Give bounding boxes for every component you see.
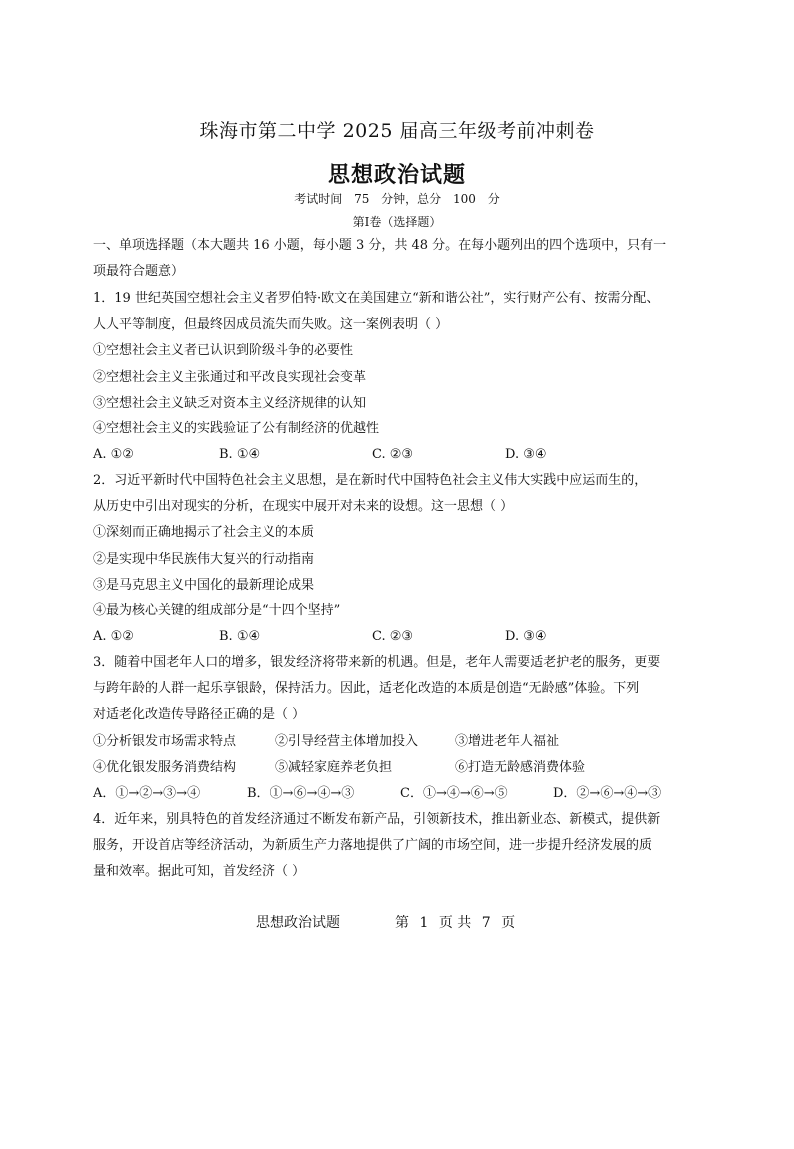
q3-item-4: ④优化银发服务消费结构 <box>93 760 237 775</box>
q3-option-d: D．②→⑥→④→③ <box>553 786 662 801</box>
q1-stem-line2: 人人平等制度，但最终因成员流失而失败。这一案例表明（ ） <box>93 317 449 332</box>
score-unit: 分 <box>487 192 500 206</box>
school-title: 珠海市第二中学 2025 届高三年级考前冲刺卷 <box>199 120 595 142</box>
q1-item-3: ③空想社会主义缺乏对资本主义经济规律的认知 <box>93 396 367 411</box>
q1-option-c: C. ②③ <box>372 447 414 462</box>
footer-total-pages: 7 <box>481 915 491 931</box>
exam-info <box>0 190 794 207</box>
q1-option-d: D. ③④ <box>505 447 547 462</box>
q4-stem-line1: 4．近年来，别具特色的首发经济通过不断发布新产品，引领新技术，推出新业态、新模式，提供新 <box>93 812 661 827</box>
q2-item-3: ③是马克思主义中国化的最新理论成果 <box>93 578 315 593</box>
exam-time-label: 考试时间 <box>294 192 343 206</box>
section-heading-line1: 一、单项选择题（本大题共 16 小题，每小题 3 分，共 48 分。在每小题列出的四个选项中，只有一 <box>93 238 667 253</box>
q2-item-1: ①深刻而正确地揭示了社会主义的本质 <box>93 525 315 540</box>
q3-stem-line3: 对适老化改造传导路径正确的是（ ） <box>93 707 306 722</box>
volume-title: 第Ⅰ卷（选择题） <box>352 215 442 229</box>
footer-page-mid: 页 共 <box>438 915 472 931</box>
q2-item-4: ④最为核心关键的组成部分是“十四个坚持” <box>93 603 341 618</box>
q1-item-4: ④空想社会主义的实践验证了公有制经济的优越性 <box>93 421 380 436</box>
footer-page-info <box>395 912 515 932</box>
subject-title: 思想政治试题 <box>327 162 466 188</box>
q4-stem-line2: 服务，开设首店等经济活动，为新质生产力落地提供了广阔的市场空间，进一步提升经济发展的质 <box>93 838 653 853</box>
q3-stem-line1: 3．随着中国老年人口的增多，银发经济将带来新的机遇。但是，老年人需要适老护老的服务，更要 <box>93 655 661 670</box>
exam-time-unit: 分钟，总分 <box>381 192 442 206</box>
q1-item-1: ①空想社会主义者已认识到阶级斗争的必要性 <box>93 343 354 358</box>
q2-option-b: B. ①④ <box>219 629 261 644</box>
q2-stem-line2: 从历史中引出对现实的分析，在现实中展开对未来的设想。这一思想（ ） <box>93 499 514 514</box>
footer-subject: 思想政治试题 <box>256 915 340 931</box>
q3-item-1: ①分析银发市场需求特点 <box>93 734 237 749</box>
q1-item-2: ②空想社会主义主张通过和平改良实现社会变革 <box>93 370 367 385</box>
q3-option-b: B．①→⑥→④→③ <box>247 786 355 801</box>
q3-item-2: ②引导经营主体增加投入 <box>275 734 419 749</box>
q1-option-a: A. ①② <box>93 447 134 462</box>
q1-option-b: B. ①④ <box>219 447 261 462</box>
section-heading-line2: 项最符合题意） <box>93 264 185 279</box>
q3-stem-line2: 与跨年龄的人群一起乐享银龄，保持活力。因此，适老化改造的本质是创造“无龄感”体验。下列 <box>93 681 640 696</box>
q2-option-a: A. ①② <box>93 629 134 644</box>
q2-stem-line1: 2．习近平新时代中国特色社会主义思想，是在新时代中国特色社会主义伟大实践中应运而生的， <box>93 473 648 488</box>
q3-option-c: C．①→④→⑥→⑤ <box>400 786 508 801</box>
q3-option-a: A．①→②→③→④ <box>93 786 201 801</box>
total-score: 100 <box>453 192 476 206</box>
q2-item-2: ②是实现中华民族伟大复兴的行动指南 <box>93 552 315 567</box>
q3-item-5: ⑤减轻家庭养老负担 <box>275 760 393 775</box>
footer-page-prefix: 第 <box>395 915 409 931</box>
footer-page-suffix: 页 <box>501 915 516 931</box>
q3-item-6: ⑥打造无龄感消费体验 <box>455 760 586 775</box>
q3-item-3: ③增进老年人福祉 <box>455 734 560 749</box>
q4-stem-line3: 量和效率。据此可知，首发经济（ ） <box>93 864 306 879</box>
q1-stem-line1: 1．19 世纪英国空想社会主义者罗伯特·欧文在美国建立“新和谐公社”，实行财产公有、按需分配、 <box>93 291 660 306</box>
exam-time-value: 75 <box>354 192 370 206</box>
q2-option-d: D. ③④ <box>505 629 547 644</box>
q2-option-c: C. ②③ <box>372 629 414 644</box>
footer-page-number: 1 <box>419 915 429 931</box>
